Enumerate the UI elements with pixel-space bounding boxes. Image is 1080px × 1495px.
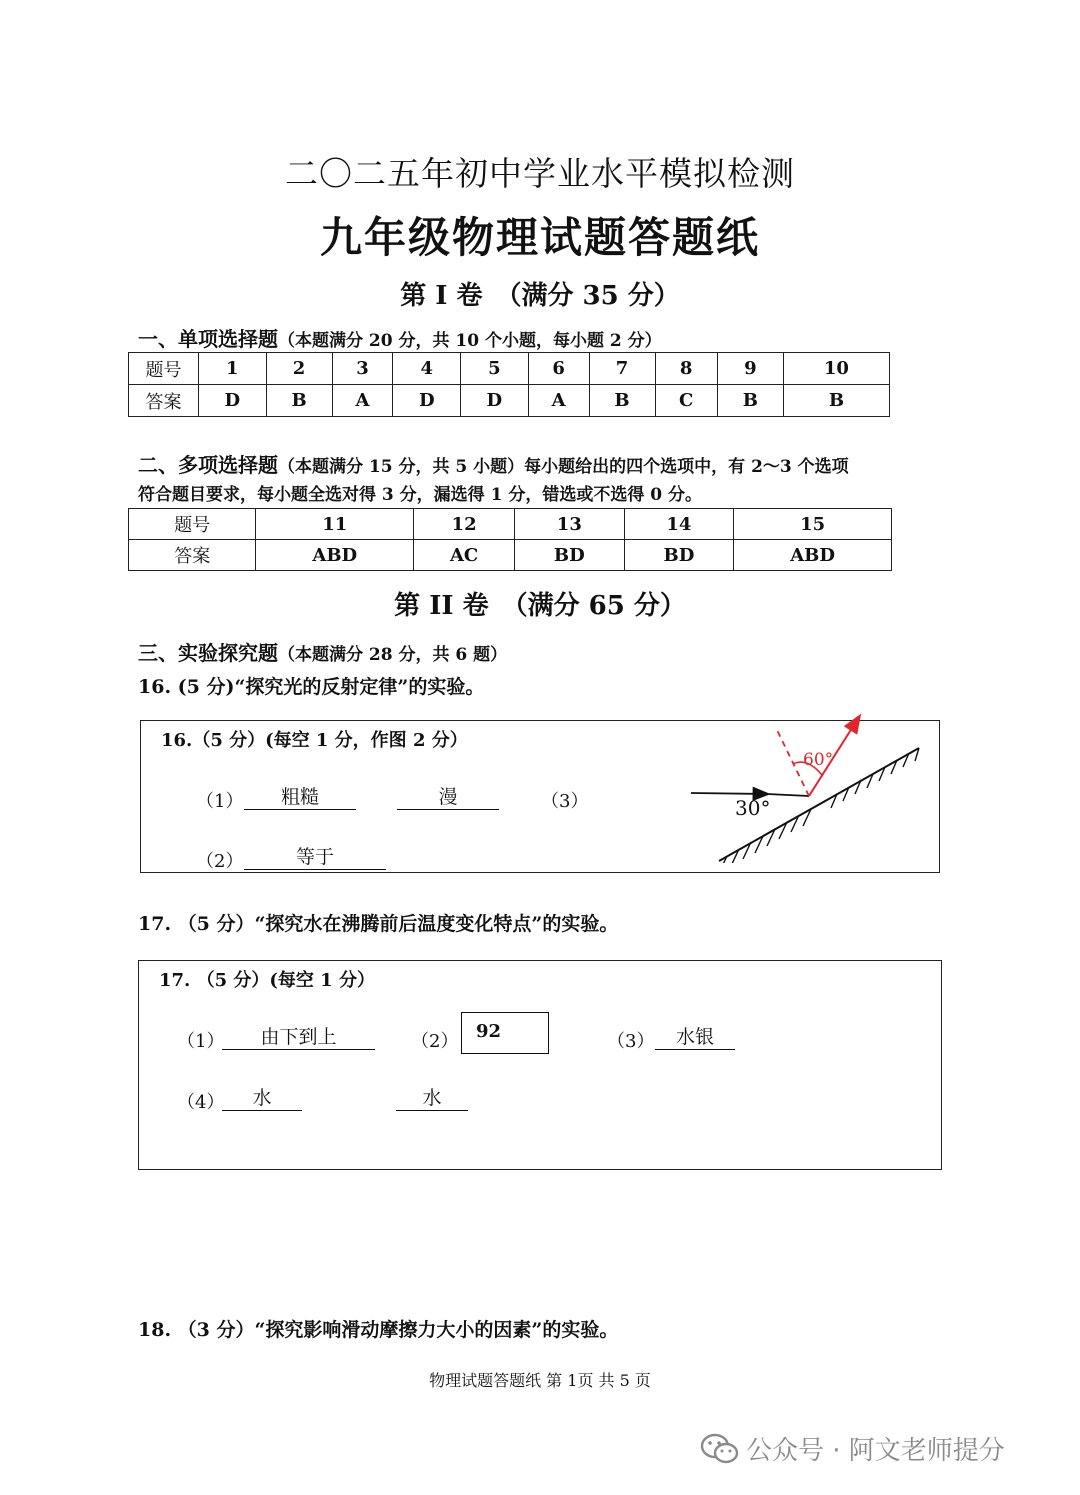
section2-note-line2-wrap (138, 480, 702, 505)
q16-label-3: （3） (541, 791, 589, 812)
q16-answer-box (140, 720, 940, 873)
answer-cell: C (655, 385, 717, 417)
answer-cell: D (393, 385, 461, 417)
reflection-diagram (689, 713, 929, 863)
exam-title: 二〇二五年初中学业水平模拟检测 (285, 154, 795, 193)
q16-prompt: 16. (5 分)“探究光的反射定律”的实验。 (138, 676, 485, 698)
question-number: 11 (256, 509, 414, 540)
page-footer: 物理试题答题纸 第 1页 共 5 页 (429, 1371, 651, 1390)
q17-label-3: （3） (607, 1031, 655, 1052)
q17-answer-1[interactable]: 由下到上 (222, 1026, 375, 1050)
answer-cell: B (783, 385, 889, 417)
question-number: 8 (655, 353, 717, 385)
q17-answer-2-box[interactable]: 92 (461, 1012, 549, 1054)
section2-heading (138, 449, 849, 478)
table-header-cell: 答案 (129, 385, 199, 417)
section2-note-line2: 符合题目要求，每小题全选对得 3 分，漏选得 1 分，错选或不选得 0 分。 (138, 485, 702, 505)
table-header-cell: 题号 (129, 509, 256, 540)
part1-heading: 第 I 卷 （满分 35 分） (400, 281, 680, 311)
q16-answer-1b[interactable]: 漫 (397, 786, 499, 810)
section1-title: 一、单项选择题 (138, 327, 278, 351)
q17-answer-4a[interactable]: 水 (222, 1087, 302, 1111)
q18-prompt: 18. （3 分）“探究影响滑动摩擦力大小的因素”的实验。 (138, 1319, 619, 1341)
section3-note: （本题满分 28 分，共 6 题） (278, 645, 508, 665)
q17-answer-3[interactable]: 水银 (655, 1026, 735, 1050)
q16-answer-2[interactable]: 等于 (244, 846, 386, 870)
question-number: 3 (332, 353, 393, 385)
q17-prompt: 17. （5 分）“探究水在沸腾前后温度变化特点”的实验。 (138, 913, 619, 935)
answer-cell: B (266, 385, 332, 417)
table-row (129, 509, 892, 540)
answer-cell: A (332, 385, 393, 417)
answer-cell: B (717, 385, 783, 417)
multi-choice-table (128, 508, 892, 571)
answer-cell: A (528, 385, 589, 417)
q17-label-2: （2） (411, 1031, 459, 1052)
table-header-cell: 题号 (129, 353, 199, 385)
answer-cell: B (589, 385, 655, 417)
question-number: 14 (624, 509, 734, 540)
answer-cell: D (461, 385, 529, 417)
question-number: 2 (266, 353, 332, 385)
section1-note: （本题满分 20 分，共 10 个小题，每小题 2 分） (278, 331, 662, 351)
incident-ray-end (767, 794, 809, 796)
question-number: 10 (783, 353, 889, 385)
q17-label-4: （4） (177, 1092, 225, 1113)
answer-sheet-title: 九年级物理试题答题纸 (319, 213, 760, 262)
q16-label-2: （2） (196, 851, 244, 872)
q16-label-1: （1） (196, 791, 244, 812)
table-row (129, 353, 890, 385)
section3-title: 三、实验探究题 (138, 641, 278, 665)
table-row (129, 385, 890, 417)
question-number: 7 (589, 353, 655, 385)
watermark (700, 1430, 1005, 1467)
q16-answer-1a[interactable]: 粗糙 (244, 786, 356, 810)
q17-label-1: （1） (177, 1031, 225, 1052)
incident-ray (691, 793, 767, 794)
section1-heading (138, 323, 662, 352)
question-number: 5 (461, 353, 529, 385)
q17-answer-4b[interactable]: 水 (396, 1087, 468, 1111)
question-number: 15 (734, 509, 892, 540)
question-number: 6 (528, 353, 589, 385)
wechat-icon (700, 1432, 740, 1466)
q17-answer-box (138, 960, 942, 1170)
answer-cell: D (199, 385, 267, 417)
question-number: 13 (515, 509, 625, 540)
watermark-text: 公众号 · 阿文老师提分 (746, 1436, 1005, 1466)
incident-angle-label: 30° (735, 796, 771, 820)
section2-title: 二、多项选择题 (138, 453, 278, 477)
table-row (129, 540, 892, 571)
q17-box-title: 17. （5 分）(每空 1 分） (159, 970, 375, 991)
section3-heading (138, 637, 507, 666)
answer-cell: BD (624, 540, 734, 571)
section2-note-line1: （本题满分 15 分，共 5 小题）每小题给出的四个选项中，有 2～3 个选项 (278, 457, 849, 477)
single-choice-table (128, 352, 890, 417)
answer-cell: BD (515, 540, 625, 571)
answer-cell: ABD (734, 540, 892, 571)
answer-cell: ABD (256, 540, 414, 571)
reflection-angle-label: 60° (803, 750, 834, 770)
question-number: 4 (393, 353, 461, 385)
table-header-cell: 答案 (129, 540, 256, 571)
q16-box-title: 16.（5 分）(每空 1 分，作图 2 分） (161, 730, 468, 751)
part2-heading: 第 II 卷 （满分 65 分） (394, 591, 686, 621)
question-number: 12 (414, 509, 515, 540)
question-number: 9 (717, 353, 783, 385)
answer-cell: AC (414, 540, 515, 571)
question-number: 1 (199, 353, 267, 385)
